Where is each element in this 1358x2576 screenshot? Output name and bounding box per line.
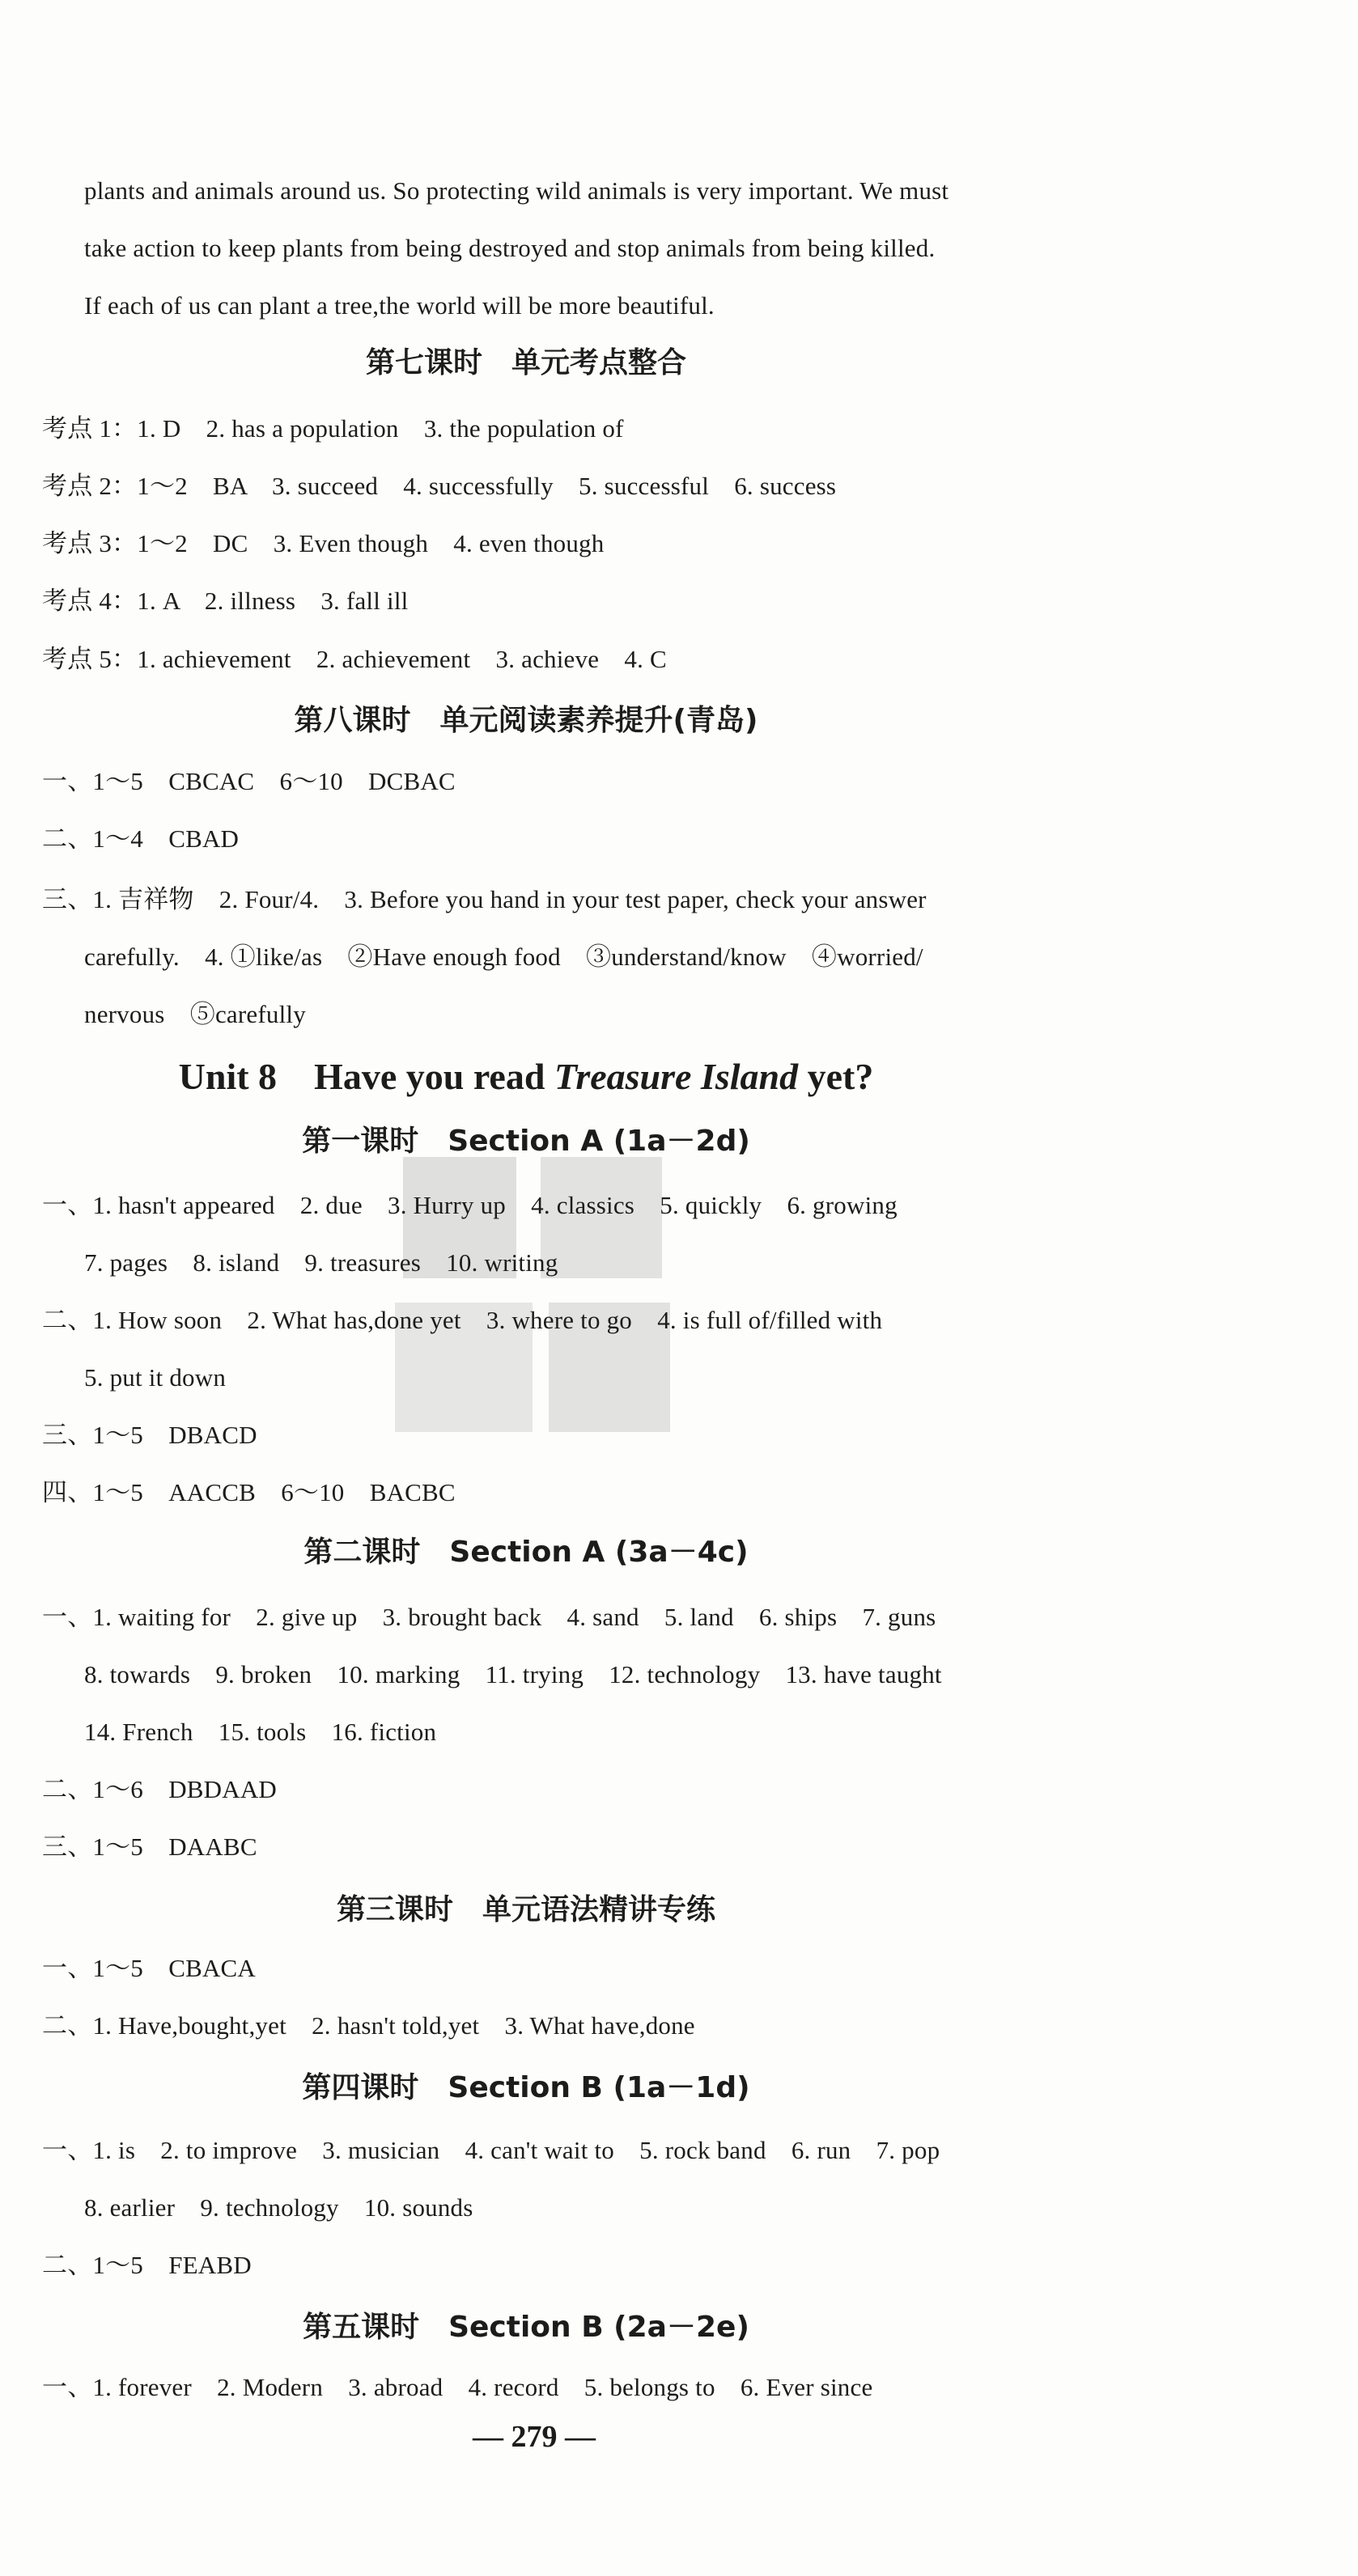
answer-line: 三、1～5 DAABC	[42, 1832, 257, 1861]
answer-line: 8. earlier 9. technology 10. sounds	[84, 2193, 473, 2222]
paragraph-line: If each of us can plant a tree,the world will be more beautiful.	[84, 291, 715, 320]
answer-line: 考点 5：1. achievement 2. achievement 3. achieve 4. C	[42, 645, 667, 673]
section-heading-lesson8: 第八课时 单元阅读素养提升(青岛)	[294, 704, 758, 737]
answer-line: 8. towards 9. broken 10. marking 11. trying 12. technology 13. have taught	[84, 1660, 942, 1688]
answer-line: 7. pages 8. island 9. treasures 10. writing	[84, 1248, 558, 1277]
answer-line: 二、1. Have,bought,yet 2. hasn't told,yet 3. What have,done	[42, 2011, 695, 2040]
section-heading-lesson7: 第七课时 单元考点整合	[365, 346, 686, 379]
answer-line: 一、1. hasn't appeared 2. due 3. Hurry up 4. classics 5. quickly 6. growing	[42, 1191, 898, 1219]
answer-line: 三、1. 吉祥物 2. Four/4. 3. Before you hand in your test paper, check your answer	[42, 885, 927, 913]
answer-line: 考点 1：1. D 2. has a population 3. the population of	[42, 414, 624, 443]
answer-line: 二、1～6 DBDAAD	[42, 1775, 278, 1803]
page-number: — 279 —	[473, 2420, 596, 2454]
answer-line: nervous ⑤carefully	[84, 1000, 306, 1028]
answer-line: 二、1～4 CBAD	[42, 824, 240, 853]
answer-line: 二、1～5 FEABD	[42, 2251, 252, 2279]
section-heading-u8-lesson4: 第四课时 Section B (1a－1d)	[302, 2071, 750, 2104]
unit-title-book: Treasure Island	[554, 1056, 799, 1097]
answer-line: 考点 2：1～2 BA 3. succeed 4. successfully 5. successful 6. success	[42, 472, 837, 500]
answer-line: 14. French 15. tools 16. fiction	[84, 1718, 437, 1746]
answer-line: 四、1～5 AACCB 6～10 BACBC	[42, 1478, 456, 1506]
section-heading-u8-lesson3: 第三课时 单元语法精讲专练	[336, 1893, 715, 1926]
answer-line: carefully. 4. ①like/as ②Have enough food ③understand/know ④worried/	[84, 943, 923, 971]
section-heading-u8-lesson5: 第五课时 Section B (2a－2e)	[303, 2311, 749, 2344]
answer-line: 一、1～5 CBCAC 6～10 DCBAC	[42, 767, 456, 795]
answer-line: 5. put it down	[84, 1363, 227, 1392]
unit-title-suffix: yet?	[798, 1056, 874, 1097]
answer-line: 一、1. forever 2. Modern 3. abroad 4. record 5. belongs to 6. Ever since	[42, 2373, 873, 2401]
answer-line: 一、1～5 CBACA	[42, 1954, 257, 1982]
paragraph-line: plants and animals around us. So protecting wild animals is very important. We must	[84, 176, 949, 205]
answer-line: 考点 3：1～2 DC 3. Even though 4. even though	[42, 529, 605, 557]
section-heading-u8-lesson1: 第一课时 Section A (1a－2d)	[302, 1125, 750, 1158]
answer-line: 二、1. How soon 2. What has,done yet 3. where to go 4. is full of/filled with	[42, 1306, 883, 1334]
unit-title-prefix: Unit 8 Have you read	[178, 1056, 554, 1097]
paragraph-line: take action to keep plants from being destroyed and stop animals from being killed.	[84, 234, 936, 262]
section-heading-u8-lesson2: 第二课时 Section A (3a－4c)	[303, 1536, 749, 1569]
unit-title	[0, 1055, 1052, 1099]
answer-line: 一、1. is 2. to improve 3. musician 4. can't wait to 5. rock band 6. run 7. pop	[42, 2136, 940, 2164]
answer-line: 考点 4：1. A 2. illness 3. fall ill	[42, 587, 409, 615]
answer-line: 一、1. waiting for 2. give up 3. brought back 4. sand 5. land 6. ships 7. guns	[42, 1603, 936, 1631]
answer-line: 三、1～5 DBACD	[42, 1421, 257, 1449]
watermark-stamp	[379, 1141, 686, 1448]
